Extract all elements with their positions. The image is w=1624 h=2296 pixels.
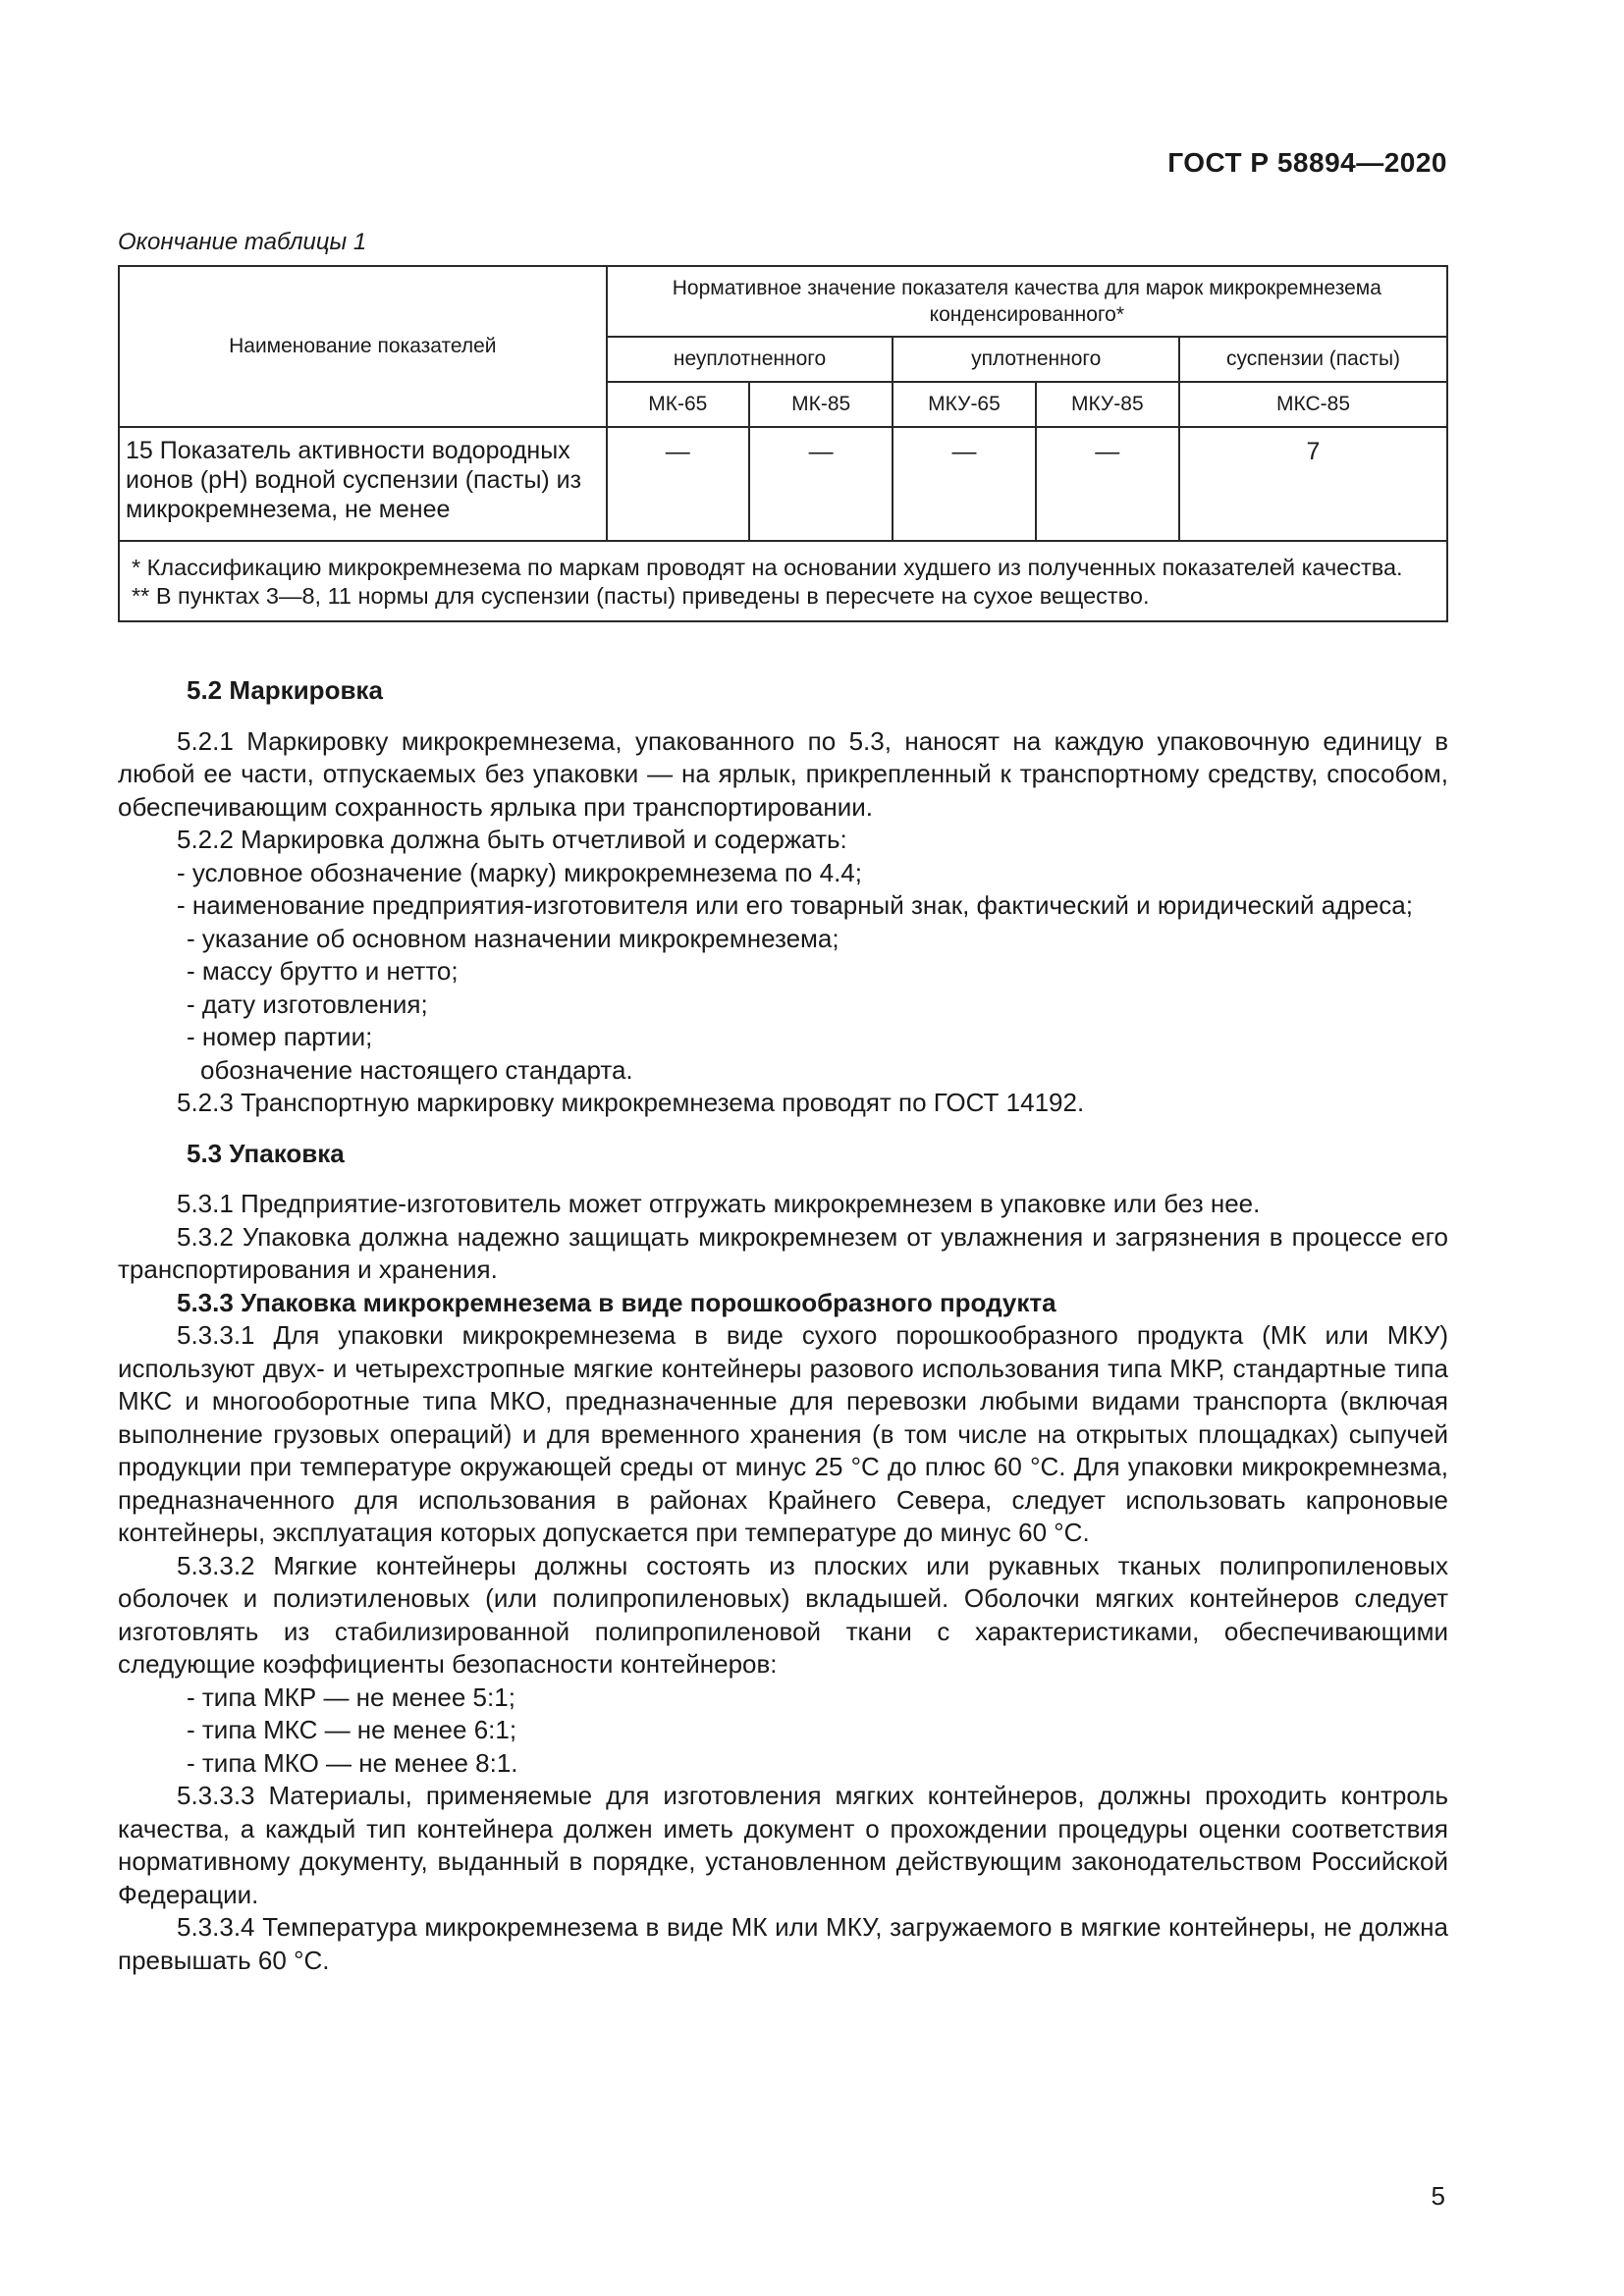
table-footnotes (119, 541, 1447, 621)
grade-header: МК-85 (749, 382, 893, 427)
page-number: 5 (1431, 2181, 1445, 2211)
row-value: — (1036, 427, 1179, 541)
paragraph: 5.2.3 Транспортную маркировку микрокремнезема проводят по ГОСТ 14192. (177, 1088, 1085, 1117)
list-item: - указание об основном назначении микрокремнезема; (187, 923, 839, 953)
table-footnotes-row (119, 541, 1447, 621)
list-item: - номер партии; (187, 1022, 373, 1051)
document-body (118, 674, 1448, 1977)
list-item: обозначение настоящего стандарта. (200, 1054, 633, 1085)
paragraph: 5.3.3.4 Температура микрокремнезема в виде МК или МКУ, загружаемого в мягкие контейнеры, не должна превышать 60 °С. (118, 1912, 1448, 1975)
list-item: - наименование предприятия-изготовителя или его товарный знак, фактический и юридический адреса; (177, 890, 1413, 920)
paragraph: 5.3.3.1 Для упаковки микрокремнезема в виде сухого порошкообразного продукта (МК или МКУ) используют двух- и четырехстропные мягкие контейнеры разового использования типа МКР, стандартные типа МКС и многооборотные типа МКО, предназначенные для перевозки любыми видами транспорта (включая выполнение грузовых операций) и для временного хранения (в том числе на открытых площадках) сыпучей продукции при температуре окружающей среды от минус 25 °С до плюс 60 °С. Для упаковки микрокремнезма, предназначенного для использования в районах Крайнего Севера, следует использовать капроновые контейнеры, эксплуатация которых допускается при температуре до минус 60 °С. (118, 1320, 1448, 1547)
row-value: 7 (1179, 427, 1447, 541)
grade-header: МК-65 (607, 382, 749, 427)
list-item: - дату изготовления; (187, 988, 428, 1019)
grade-header: МКУ-65 (893, 382, 1035, 427)
column-header-norm: Нормативное значение показателя качества для марок микрокремнезема конденсированного* (607, 266, 1447, 337)
list-item: - массу брутто и нетто; (187, 956, 459, 986)
column-header-name: Наименование показателей (119, 266, 607, 427)
row-value: — (607, 427, 749, 541)
table-caption: Окончание таблицы 1 (118, 229, 367, 255)
footnote: ** В пунктах 3—8, 11 нормы для суспензии (пасты) приведены в пересчете на сухое вещество. (132, 583, 1150, 609)
list-item: - типа МКС — не менее 6:1; (187, 1715, 517, 1744)
footnote: * Классификацию микрокремнезема по маркам проводят на основании худшего из полученных показателей качества. (132, 555, 1403, 580)
document-code: ГОСТ Р 58894—2020 (1167, 147, 1447, 178)
list-item: - условное обозначение (марку) микрокремнезема по 4.4; (177, 857, 862, 887)
row-label: 15 Показатель активности водородных ионов (pH) водной суспензии (пасты) из микрокремнезема, не менее (119, 427, 607, 541)
group-header: суспензии (пасты) (1179, 337, 1447, 382)
table-header-row (119, 266, 1447, 337)
paragraph: 5.3.2 Упаковка должна надежно защищать микрокремнезем от увлажнения и загрязнения в процессе его транспортирования и хранения. (118, 1221, 1448, 1284)
section-heading: 5.2 Маркировка (187, 675, 383, 705)
grade-header: МКС-85 (1179, 382, 1447, 427)
paragraph: 5.3.1 Предприятие-изготовитель может отгружать микрокремнезем в упаковке или без нее. (177, 1189, 1261, 1218)
row-value: — (749, 427, 893, 541)
list-item: - типа МКР — не менее 5:1; (187, 1682, 515, 1712)
table-row (119, 427, 1447, 541)
grade-header: МКУ-85 (1036, 382, 1179, 427)
row-value: — (893, 427, 1035, 541)
list-item: - типа МКО — не менее 8:1. (187, 1747, 518, 1778)
paragraph: 5.3.3.2 Мягкие контейнеры должны состоять из плоских или рукавных тканых полипропиленовых оболочек и полиэтиленовых (или полипропиленовых) вкладышей. Оболочки мягких контейнеров следует изготовлять из стабилизированной полипропиленовой ткани с характеристиками, обеспечивающими следующие коэффициенты безопасности контейнеров: (118, 1550, 1448, 1679)
group-header: неуплотненного (607, 337, 893, 382)
paragraph: 5.2.1 Маркировку микрокремнезема, упакованного по 5.3, наносят на каждую упаковочную единицу в любой ее части, отпускаемых без упаковки — на ярлык, прикрепленный к транспортному средству, способом, обеспечивающим сохранность ярлыка при транспортировании. (118, 725, 1448, 822)
indicators-table (118, 265, 1448, 622)
subsection-heading: 5.3.3 Упаковка микрокремнезема в виде порошкообразного продукта (177, 1287, 1056, 1317)
paragraph: 5.2.2 Маркировка должна быть отчетливой и содержать: (177, 825, 847, 854)
section-heading: 5.3 Упаковка (187, 1138, 345, 1168)
group-header: уплотненного (893, 337, 1179, 382)
paragraph: 5.3.3.3 Материалы, применяемые для изготовления мягких контейнеров, должны проходить контроль качества, а каждый тип контейнера должен иметь документ о прохождении процедуры оценки соответствия нормативному документу, выданный в порядке, установленном действующим законодательством Российской Федерации. (118, 1781, 1448, 1909)
